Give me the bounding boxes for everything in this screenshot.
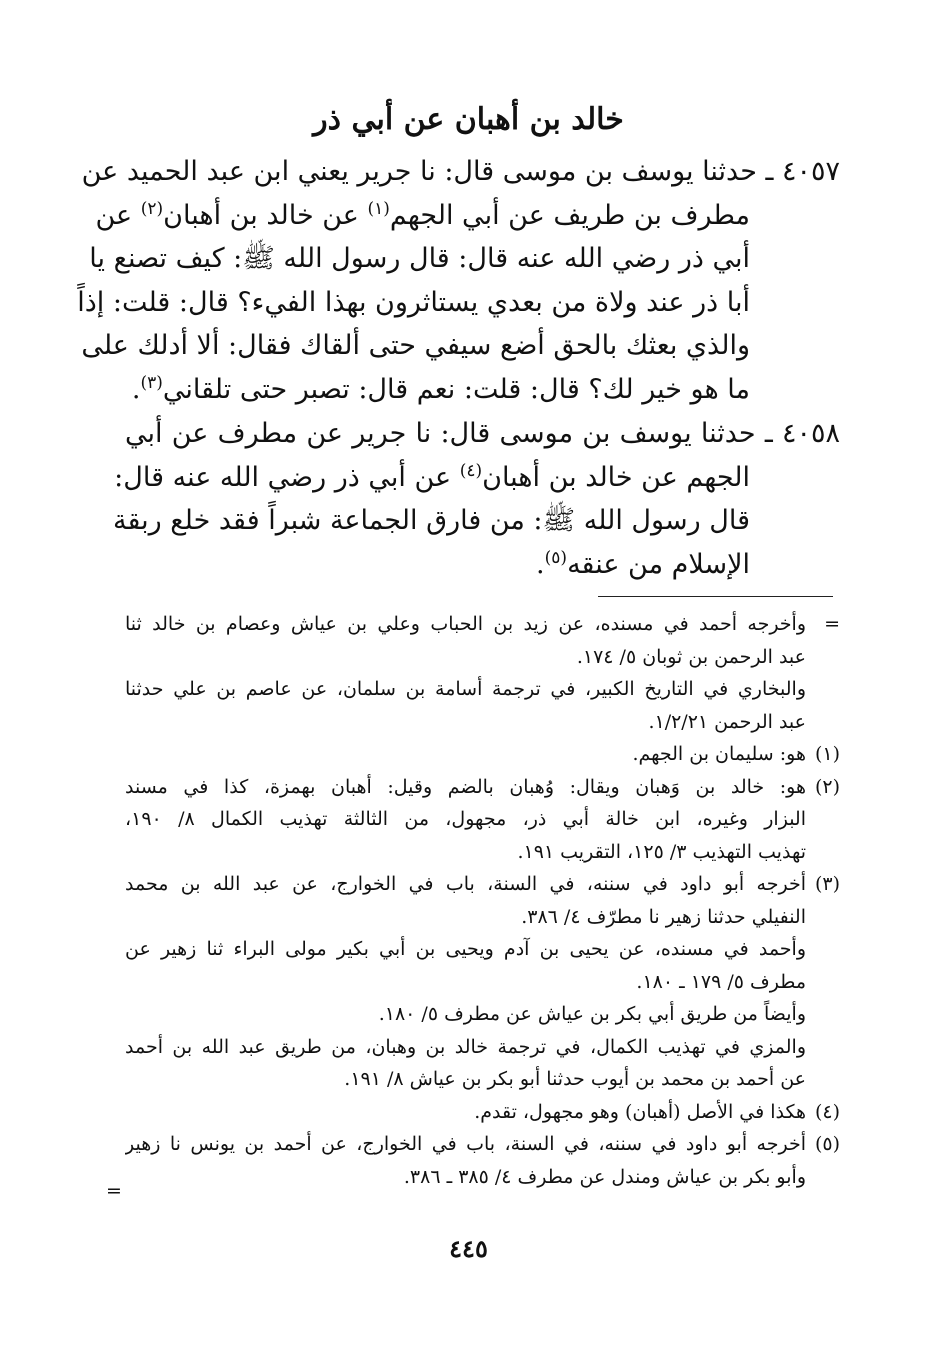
hadith-text: أبي ذر رضي الله عنه قال: قال رسول الله ﷺ: كيف تصنع يا [89, 243, 750, 274]
footnote-line: عبد الرحمن بن ثوبان ٥/ ١٧٤. [576, 645, 806, 668]
footnote-text [125, 868, 806, 933]
footnote-marker [806, 1031, 840, 1096]
footnote-item [125, 1096, 840, 1129]
hadith-line [81, 150, 840, 194]
footnote-text [125, 1031, 806, 1096]
footnote-line: تهذيب التهذيب ٣/ ١٢٥، التقريب ١٩١. [517, 840, 806, 863]
footnote-line: النفيلي حدثنا زهير نا مطرّف ٤/ ٣٨٦. [521, 905, 806, 928]
footnote-text [125, 998, 806, 1031]
footnote-marker [806, 933, 840, 998]
footnote-separator [598, 596, 833, 597]
footnote-line: والمزي في تهذيب الكمال، في ترجمة خالد بن وهبان، من طريق عبد الله بن أحمد [125, 1035, 806, 1058]
hadith-line [114, 456, 840, 500]
hadith-text: والذي بعثك بالحق أضع سيفي حتى ألقاك فقال: ألا أدلك على [81, 330, 750, 361]
footnote-text [125, 1128, 806, 1193]
hadith-line [95, 194, 840, 238]
hadith-text: عن خالد بن أهبان [163, 199, 368, 231]
footnote-marker: (١) [814, 743, 840, 765]
footnote-line: أخرجه أبو داود في سننه، في السنة، باب في الخوارج، عن عبد الله بن محمد [125, 873, 806, 895]
hadith-line [125, 412, 840, 456]
hadith-text: عن أبي ذر رضي الله عنه قال: [114, 461, 460, 493]
footnote-line: أخرجه أبو داود في سننه، في السنة، باب في الخوارج، عن أحمد بن يونس نا زهير [125, 1133, 806, 1155]
footnote-marker: (٢) [814, 775, 840, 798]
footnote-marker [806, 998, 840, 1031]
footnote-item [125, 1031, 840, 1096]
hadith-text: مطرف بن طريف عن أبي الجهم [389, 199, 750, 231]
footnote-ref: (٥) [544, 547, 568, 568]
hadith-text: ما هو خير لك؟ قال: قلت: نعم قال: تصبر حتى تلقاني [162, 373, 750, 405]
footnote-line: وأحمد في مسنده، عن يحيى بن آدم ويحيى بن أبي بكير مولى البراء ثنا زهير عن [125, 938, 806, 960]
footnote-text [125, 738, 806, 771]
hadith-line [125, 543, 840, 587]
hadith-line [77, 281, 840, 325]
footnote-line: وأبو بكر بن عياش ومندل عن مطرف ٤/ ٣٨٥ ـ ٣٨٦. [403, 1165, 806, 1188]
footnote-line: عن أحمد بن محمد بن أيوب حدثنا أبو بكر بن عياش ٨/ ١٩١. [344, 1068, 806, 1090]
hadith-text: ٤٠٥٧ ـ حدثنا يوسف بن موسى قال: نا جرير يعني ابن عبد الحميد عن [81, 156, 840, 187]
hadith-line [81, 324, 840, 368]
footnote-text [125, 673, 806, 738]
footnote-line: البزار وغيره، ابن خالة أبي ذر، مجهول، من الثالثة تهذيب الكمال ٨/ ١٩٠، [125, 808, 806, 830]
footnote-line: هو: سليمان بن الجهم. [632, 743, 806, 765]
hadith-text: الإسلام من عنقه [567, 548, 750, 580]
hadith-text: ٤٠٥٨ ـ حدثنا يوسف بن موسى قال: نا جرير عن مطرف عن أبي [125, 418, 840, 449]
continuation-mark: = [106, 1180, 122, 1202]
hadith-line [125, 368, 840, 412]
hadith-text: عن [95, 199, 141, 231]
hadith-line [113, 499, 840, 543]
footnote-item [125, 771, 840, 869]
footnote-item [125, 673, 840, 738]
footnote-marker: = [824, 613, 840, 635]
hadith-text: . [131, 373, 141, 405]
footnote-text [125, 771, 806, 869]
footnote-line: هو: خالد بن وَهبان ويقال: وُهبان بالضم وقيل: أهبان بهمزة، كذا في مسند [125, 775, 806, 798]
footnote-marker: (٥) [814, 1133, 840, 1155]
footnotes [125, 608, 840, 1193]
footnote-item [125, 933, 840, 998]
hadith-text: أبا ذر عند ولاة من بعدي يستاثرون بهذا الفيء؟ قال: قلت: إذاً [77, 286, 750, 318]
footnote-line: مطرف ٥/ ١٧٩ ـ ١٨٠. [636, 970, 806, 993]
footnote-text [125, 933, 806, 998]
footnote-ref: (١) [367, 198, 390, 219]
chapter-title: خالد بن أهبان عن أبي ذر [313, 102, 624, 137]
footnote-line: وأيضاً من طريق أبي بكر بن عياش عن مطرف ٥/ ١٨٠. [378, 1003, 806, 1025]
page-number: ٤٤٥ [449, 1234, 488, 1263]
footnote-line: والبخاري في التاريخ الكبير، في ترجمة أسامة بن سلمان، عن عاصم بن علي حدثنا [125, 678, 806, 700]
footnote-item [125, 1128, 840, 1193]
hadith-text: قال رسول الله ﷺ: من فارق الجماعة شبراً فقد خلع ربقة [113, 505, 750, 536]
footnote-marker: (٣) [814, 873, 840, 895]
hadith-text: الجهم عن خالد بن أهبان [482, 461, 750, 493]
footnote-item [125, 868, 840, 933]
hadith-line [89, 237, 840, 281]
hadith-4058 [113, 412, 840, 586]
footnote-ref: (٢) [140, 198, 164, 219]
footnote-text [125, 608, 806, 673]
footnote-ref: (٤) [459, 460, 483, 481]
footnote-item [125, 608, 840, 673]
footnote-marker: (٤) [814, 1100, 840, 1123]
footnote-line: هكذا في الأصل (أهبان) وهو مجهول، تقدم. [474, 1100, 806, 1123]
footnote-text [125, 1096, 806, 1129]
footnote-item [125, 738, 840, 771]
footnote-item [125, 998, 840, 1031]
footnote-ref: (٣) [140, 372, 163, 393]
hadith-4057 [77, 150, 840, 411]
footnote-line: عبد الرحمن ١/٢/٢١. [648, 710, 806, 733]
footnote-marker [806, 673, 840, 738]
footnote-line: وأخرجه أحمد في مسنده، عن زيد بن الحباب وعلي بن عياش وعصام بن خالد ثنا [125, 613, 806, 635]
hadith-text: . [536, 548, 545, 580]
